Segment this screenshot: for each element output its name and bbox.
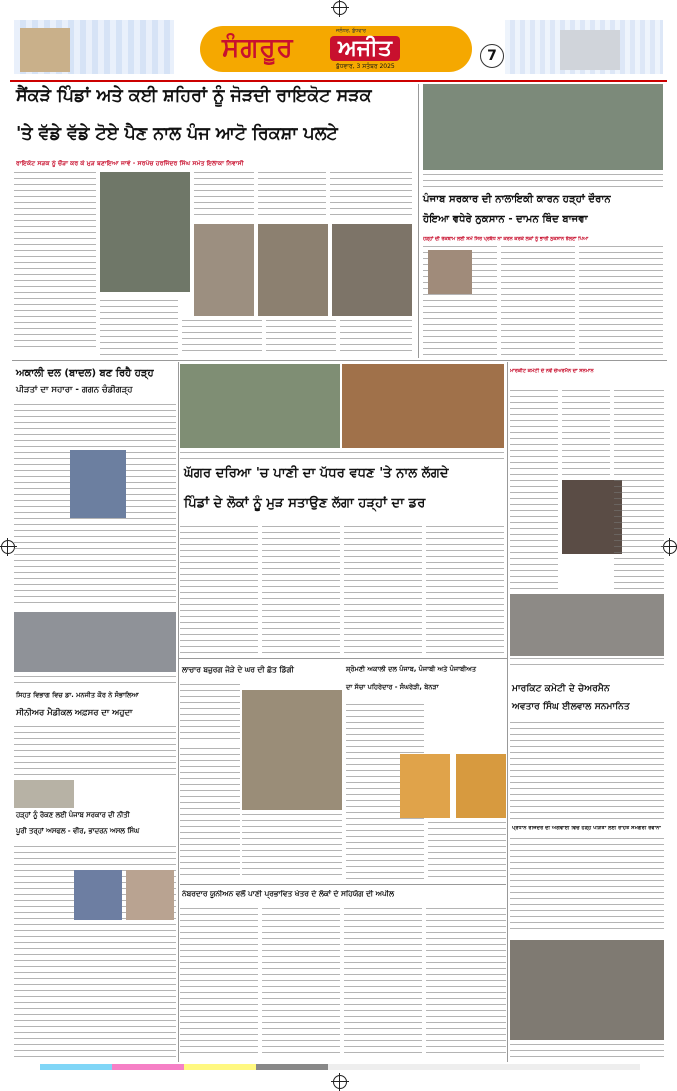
market-kicker: ਮਾਰਕੀਟ ਕਮੇਟੀ ਦੇ ਨਵੇਂ ਚੇਅਰਮੈਨ ਦਾ ਸਨਮਾਨ [510, 368, 594, 374]
appeal-headline: ਨੰਬਰਦਾਰ ਯੂਨੀਅਨ ਵਲੋਂ ਪਾਣੀ ਪ੍ਰਭਾਵਿਤ ਖੇਤਰ ਦੇ ਲੋਕਾਂ ਦੇ ਸਹਿਯੋਗ ਦੀ ਅਪੀਲ [182, 890, 394, 898]
lead-body-col5 [330, 172, 412, 220]
appeal-body-col3 [344, 908, 422, 1058]
market-portrait [562, 480, 622, 554]
flood-policy-headline-line1: ਹੜ੍ਹਾਂ ਨੂੰ ਰੋਕਣ ਲਈ ਪੰਜਾਬ ਸਰਕਾਰ ਦੀ ਨੀਤੀ [16, 811, 130, 819]
bajwa-group-photo [423, 84, 663, 170]
divider-mid-section [178, 658, 508, 659]
medical-body [14, 726, 176, 776]
divider-lead-right [418, 84, 419, 358]
medical-headline-line1: ਸਿਹਤ ਵਿਭਾਗ ਵਿਚ ਡਾ. ਮਨਜੀਤ ਕੌਰ ਨੇ ਸੰਭਾਲਿਆ [16, 691, 139, 699]
portrait-baba-3 [332, 224, 412, 316]
akali-headline-line2: ਪੀੜਤਾਂ ਦਾ ਸਹਾਰਾ - ਗਗਨ ਚੰਡੀਗੜ੍ਹ [16, 385, 133, 395]
flood-policy-portrait-2 [126, 870, 174, 920]
masthead-building-image [20, 28, 70, 72]
issue-date: ਬੁੱਧਵਾਰ, 3 ਸਤੰਬਰ 2025 [336, 63, 395, 70]
market-photo-caption [510, 658, 664, 666]
market-chairman-body [510, 722, 664, 822]
bajwa-headline-line2: ਹੋਇਆ ਵਧੇਰੇ ਨੁਕਸਾਨ - ਦਾਮਨ ਥਿੰਦ ਬਾਜਵਾ [423, 214, 588, 225]
medical-headline-line2: ਸੀਨੀਅਰ ਮੈਡੀਕਲ ਅਫ਼ਸਰ ਦਾ ਅਹੁਦਾ [16, 707, 133, 717]
house-body-col3 [242, 814, 342, 878]
registration-mark-right [663, 540, 677, 554]
market-body-col3 [614, 390, 664, 590]
lead-body-col1 [14, 172, 96, 352]
relief-body [510, 838, 664, 934]
relief-headline: ਪ੍ਰਧਾਨ ਰਜਿੰਦਰ ਦੀ ਅਗਵਾਈ ਵਿਚ ਹੜ੍ਹ ਪੀੜਤਾਂ ਲਈ ਰਾਹਤ ਸਮੱਗਰੀ ਰਵਾਨਾ [512, 826, 661, 831]
market-body-col1 [510, 390, 558, 590]
lead-body-col3 [194, 172, 254, 220]
lead-body-lower-4 [340, 320, 412, 356]
divider-top-section [12, 360, 667, 361]
house-body-col2 [180, 748, 240, 878]
ghaggar-field-photo [180, 364, 340, 448]
portrait-baba-2 [258, 224, 328, 316]
ghaggar-body-col4 [426, 526, 504, 654]
ghaggar-headline-line1: ਘੱਗਰ ਦਰਿਆ 'ਚ ਪਾਣੀ ਦਾ ਪੱਧਰ ਵਧਣ 'ਤੇ ਨਾਲ ਲੱਗਦੇ [184, 466, 449, 481]
flood-policy-headline-line2: ਪੂਰੀ ਤਰ੍ਹਾਂ ਅਸਫਲ - ਵੀਰ, ਭਾਦਰਨ ਅਸਲ ਸਿੰਘ [16, 827, 140, 835]
lead-subhead: ਰਾਇਕੋਟ ਸੜਕ ਨੂੰ ਚੌੜਾ ਕਰ ਕੇ ਮੁੜ ਬਣਾਇਆ ਜਾਵੇ - ਸਰਪੰਚ ਹਰਜਿੰਦਰ ਸਿੰਘ ਸਮੇਤ ਇਲਾਕਾ ਨਿਵਾਸੀ [16, 160, 244, 167]
ghaggar-body-col1 [180, 526, 258, 654]
flood-policy-portrait-1 [74, 870, 122, 920]
house-photo [242, 690, 342, 810]
bajwa-photo-caption [423, 174, 663, 188]
city-title: ਸੰਗਰੂਰ [222, 33, 294, 63]
ghaggar-headline-line2: ਪਿੰਡਾਂ ਦੇ ਲੋਕਾਂ ਨੂੰ ਮੁੜ ਸਤਾਉਣ ਲੱਗਾ ਹੜ੍ਹਾਂ ਦਾ ਡਰ [184, 496, 426, 511]
masthead-tagline: ਜਲੰਧਰ, ਬੁੱਧਵਾਰ [336, 28, 367, 34]
sgpc-portrait-1 [400, 754, 450, 818]
appeal-body-col2 [262, 908, 340, 1058]
market-body-col2 [562, 390, 610, 476]
house-body-col1 [180, 684, 240, 744]
akali-portrait-1 [70, 450, 126, 518]
relief-photo-caption [510, 1044, 664, 1058]
bajwa-subhead: ਹੜ੍ਹਾਂ ਦੀ ਰੋਕਥਾਮ ਲਈ ਸਮੇਂ ਸਿਰ ਪ੍ਰਬੰਧ ਨਾ ਕਰਨ ਕਰਕੇ ਲੋਕਾਂ ਨੂੰ ਭਾਰੀ ਨੁਕਸਾਨ ਝੱਲਣਾ ਪਿਆ [423, 237, 589, 242]
page-number: 7 [480, 44, 504, 68]
registration-mark-left [1, 540, 15, 554]
registration-mark-bottom [333, 1075, 347, 1089]
masthead-gurdwara-image [560, 30, 620, 70]
divider-right-col [507, 362, 508, 1062]
lead-body-lower-2 [182, 320, 262, 356]
print-color-bar [40, 1064, 640, 1070]
paper-title: ਅਜੀਤ [330, 36, 400, 61]
registration-mark-top [333, 1, 347, 15]
sgpc-headline-line1: ਸ਼੍ਰੋਮਣੀ ਅਕਾਲੀ ਦਲ ਪੰਜਾਬ, ਪੰਜਾਬੀ ਅਤੇ ਪੰਜਾਬੀਅਤ [346, 665, 477, 673]
ghaggar-photo-caption [180, 452, 504, 460]
lead-body-lower-1 [100, 300, 178, 356]
market-group-photo [510, 594, 664, 656]
akali-group-photo [14, 612, 176, 672]
bajwa-portrait [428, 250, 472, 294]
ghaggar-body-col2 [262, 526, 340, 654]
market-headline-line2: ਅਵਤਾਰ ਸਿੰਘ ਈਲਵਾਲ ਸਨਮਾਨਿਤ [512, 701, 630, 712]
bajwa-body-col2 [501, 246, 575, 356]
divider-appeal-top [180, 884, 506, 885]
sgpc-portrait-2 [456, 754, 506, 818]
lead-road-photo [100, 172, 190, 292]
akali-photo-caption [14, 676, 176, 686]
portrait-baba-1 [194, 224, 254, 316]
medical-photo [14, 780, 74, 808]
ghaggar-river-photo [342, 364, 504, 448]
relief-photo [510, 940, 664, 1040]
house-headline: ਲਾਚਾਰ ਬਜ਼ੁਰਗ ਜੋੜੇ ਦੇ ਘਰ ਦੀ ਛੱਤ ਡਿੱਗੀ [182, 665, 294, 674]
bajwa-body-col3 [579, 246, 663, 356]
sgpc-headline-line2: ਦਾ ਸੱਚਾ ਪਹਿਰੇਦਾਰ - ਸੰਘਰੇੜੀ, ਬੇਨੜਾ [346, 683, 439, 691]
bajwa-headline-line1: ਪੰਜਾਬ ਸਰਕਾਰ ਦੀ ਨਾਲਾਇਕੀ ਕਾਰਨ ਹੜ੍ਹਾਂ ਦੌਰਾਨ [423, 194, 611, 205]
ghaggar-body-col3 [344, 526, 422, 654]
lead-body-col4 [258, 172, 326, 220]
market-headline-line1: ਮਾਰਕਿਟ ਕਮੇਟੀ ਦੇ ਚੇਅਰਮੈਨ [512, 683, 610, 694]
lead-headline-line1: ਸੈਂਕੜੇ ਪਿੰਡਾਂ ਅਤੇ ਕਈ ਸ਼ਹਿਰਾਂ ਨੂੰ ਜੋੜਦੀ ਰਾਇਕੋਟ ਸੜਕ [16, 86, 372, 106]
lead-body-lower-3 [266, 320, 336, 356]
sgpc-body-col2 [428, 822, 506, 880]
appeal-body-col1 [180, 908, 258, 1058]
akali-headline-line1: ਅਕਾਲੀ ਦਲ (ਬਾਦਲ) ਬਣ ਰਿਹੈ ਹੜ੍ਹ [16, 368, 154, 379]
appeal-body-col4 [426, 908, 506, 1058]
lead-headline-line2: 'ਤੇ ਵੱਡੇ ਵੱਡੇ ਟੋਏ ਪੈਣ ਨਾਲ ਪੰਜ ਆਟੋ ਰਿਕਸ਼ਾ ਪਲਟੇ [16, 124, 338, 144]
divider-left-col [178, 362, 179, 1062]
